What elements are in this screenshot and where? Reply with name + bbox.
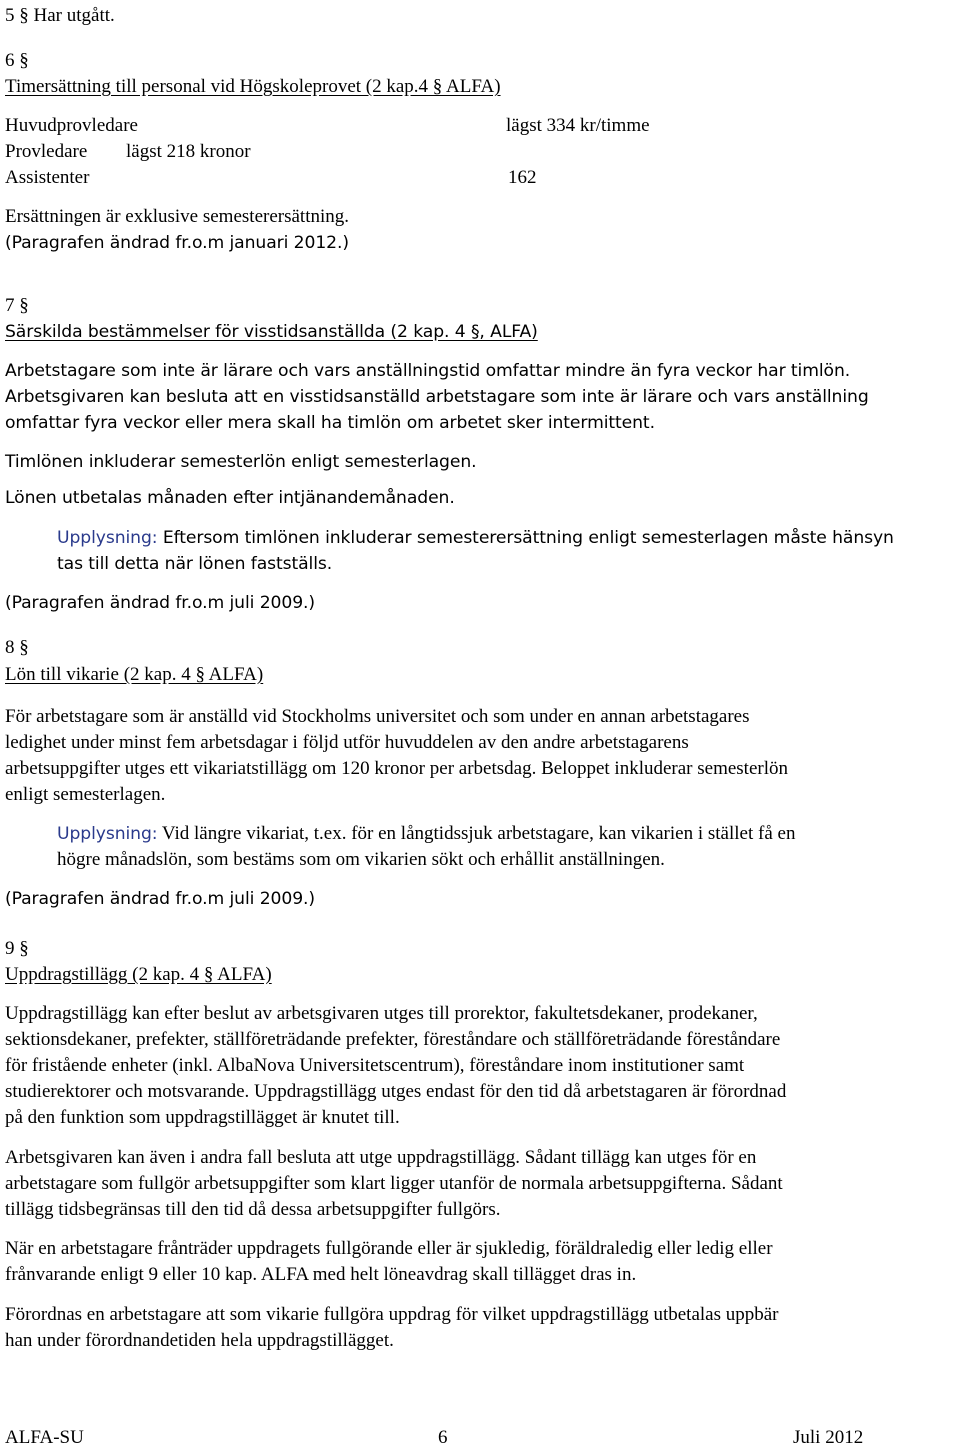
section-9-p2-line-1: Arbetsgivaren kan även i andra fall besluta att utge uppdragstillägg. Sådant tillägg kan utges för en bbox=[5, 1147, 757, 1168]
rate-role-chief: Huvudprovledare bbox=[5, 115, 138, 136]
section-8-paragraph-line-3: arbetsuppgifter utges ett vikariatstillägg om 120 kronor per arbetsdag. Beloppet inkluderar semesterlön bbox=[5, 758, 788, 779]
section-8-changed: (Paragrafen ändrad fr.o.m juli 2009.) bbox=[5, 889, 316, 909]
rate-role-leader: Provledare bbox=[5, 141, 88, 162]
footer-left: ALFA-SU bbox=[5, 1427, 84, 1448]
section-9-title: Uppdragstillägg (2 kap. 4 § ALFA) bbox=[5, 964, 272, 985]
section-9-p1-line-3: för fristående enheter (inkl. AlbaNova Universitetscentrum), föreståndare inom institutioner samt bbox=[5, 1055, 745, 1076]
section-9-p2-line-2: arbetstagare som fullgör arbetsuppgifter som klart ligger utanför de normala arbetsuppgifterna. Sådant bbox=[5, 1173, 783, 1194]
section-9-p4-line-1: Förordnas en arbetstagare att som vikarie fullgöra uppdrag för vilket uppdragstillägg utbetalas uppbär bbox=[5, 1304, 779, 1325]
section-9-number: 9 § bbox=[5, 938, 29, 959]
section-8-title: Lön till vikarie (2 kap. 4 § ALFA) bbox=[5, 664, 264, 685]
info-text: Vid längre vikariat, t.ex. för en långtidssjuk arbetstagare, kan vikarien i stället få en bbox=[161, 823, 796, 844]
section-8-paragraph-line-1: För arbetstagare som är anställd vid Stockholms universitet och som under en annan arbetstagares bbox=[5, 706, 750, 727]
section-9-p1-line-4: studierektorer och motsvarande. Uppdragstillägg utges endast för den tid då arbetstagaren är förordnad bbox=[5, 1081, 787, 1102]
info-label: Upplysning: bbox=[57, 824, 158, 844]
section-8-paragraph-line-2: ledighet under minst fem arbetsdagar i följd utför huvuddelen av den andre arbetstagarens bbox=[5, 732, 689, 753]
section-5-heading: 5 § Har utgått. bbox=[5, 5, 115, 26]
footer-page-number: 6 bbox=[438, 1427, 448, 1448]
section-7-paragraph-4: Lönen utbetalas månaden efter intjänandemånaden. bbox=[5, 488, 455, 508]
rate-value-assistant: 162 bbox=[508, 167, 537, 188]
section-9-p1-line-1: Uppdragstillägg kan efter beslut av arbetsgivaren utges till prorektor, fakultetsdekaner, prodekaner, bbox=[5, 1003, 758, 1024]
section-6-changed: (Paragrafen ändrad fr.o.m januari 2012.) bbox=[5, 233, 349, 253]
section-9-p1-line-5: på den funktion som uppdragstillägget är knutet till. bbox=[5, 1107, 400, 1128]
section-6-title: Timersättning till personal vid Högskoleprovet (2 kap.4 § ALFA) bbox=[5, 76, 501, 97]
section-8-info-line-2: högre månadslön, som bestäms som om vikarien sökt och erhållit anställningen. bbox=[57, 849, 665, 870]
rate-role-assistant: Assistenter bbox=[5, 167, 90, 188]
section-7-paragraph-3: Timlönen inkluderar semesterlön enligt semesterlagen. bbox=[5, 452, 477, 472]
section-9-p1-line-2: sektionsdekaner, prefekter, ställföreträdande prefekter, föreståndare och ställföreträdande föreståndare bbox=[5, 1029, 781, 1050]
section-8-info-line-1 bbox=[57, 821, 795, 847]
section-6-number: 6 § bbox=[5, 50, 29, 71]
section-7-info-line-2: tas till detta när lönen fastställs. bbox=[57, 554, 333, 574]
section-7-info-line-1 bbox=[57, 525, 894, 551]
rate-value-leader: lägst 218 kronor bbox=[126, 141, 251, 162]
section-7-paragraph-2-line-2: omfattar fyra veckor eller mera skall ha timlön om arbetet sker intermittent. bbox=[5, 413, 655, 433]
section-6-note: Ersättningen är exklusive semesterersättning. bbox=[5, 206, 350, 227]
section-7-paragraph-1: Arbetstagare som inte är lärare och vars anställningstid omfattar mindre än fyra veckor har timlön. bbox=[5, 361, 851, 381]
section-8-paragraph-line-4: enligt semesterlagen. bbox=[5, 784, 166, 805]
info-label: Upplysning: bbox=[57, 528, 158, 548]
section-7-paragraph-2-line-1: Arbetsgivaren kan besluta att en visstidsanställd arbetstagare som inte är lärare och vars anställning bbox=[5, 387, 869, 407]
info-text: Eftersom timlönen inkluderar semesterersättning enligt semesterlagen måste hänsyn bbox=[162, 528, 894, 548]
section-9-p3-line-1: När en arbetstagare frånträder uppdragets fullgörande eller är sjukledig, föräldraledig eller ledig eller bbox=[5, 1238, 773, 1259]
section-8-number: 8 § bbox=[5, 637, 29, 658]
section-7-title: Särskilda bestämmelser för visstidsanställda (2 kap. 4 §, ALFA) bbox=[5, 322, 538, 342]
rate-value-chief: lägst 334 kr/timme bbox=[506, 115, 650, 136]
section-9-p3-line-2: frånvarande enligt 9 eller 10 kap. ALFA med helt löneavdrag skall tillägget dras in. bbox=[5, 1264, 637, 1285]
section-9-p2-line-3: tillägg tidsbegränsas till den tid då dessa arbetsuppgifter fullgörs. bbox=[5, 1199, 501, 1220]
section-7-number: 7 § bbox=[5, 295, 29, 316]
section-7-changed: (Paragrafen ändrad fr.o.m juli 2009.) bbox=[5, 593, 316, 613]
footer-date: Juli 2012 bbox=[793, 1427, 864, 1448]
section-9-p4-line-2: han under förordnandetiden hela uppdragstillägget. bbox=[5, 1330, 394, 1351]
